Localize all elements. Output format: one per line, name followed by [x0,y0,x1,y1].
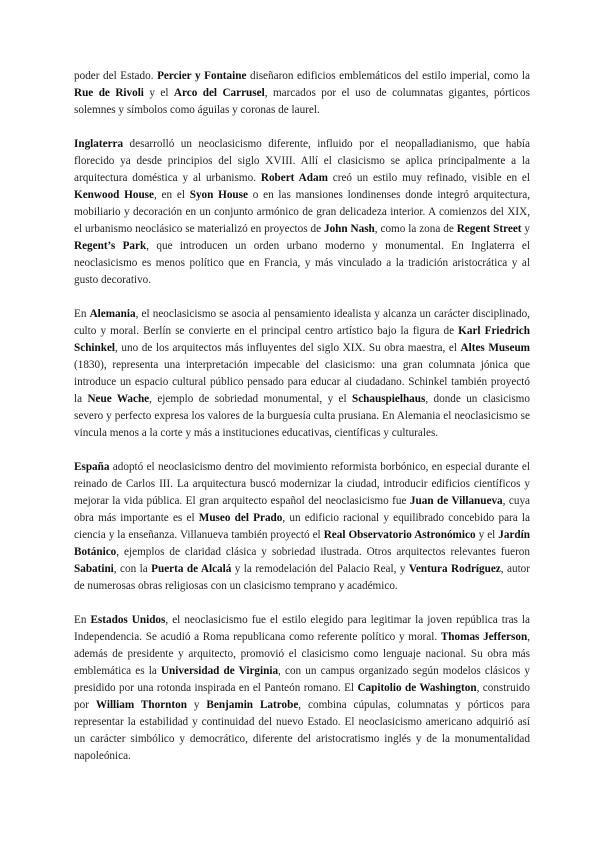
bold-term: William Thornton [95,699,187,711]
bold-term: Inglaterra [74,138,124,150]
bold-term: Rue de Rivoli [74,87,144,99]
text-run: , combina cúpulas, columnatas y pórticos para representar la estabilidad y continuidad del nuevo Estado. El neoclasicismo americano adquirió así un carácter simbólico y democrático, diferente del aristocratismo inglés y de la monumentalidad napoleónica. [74,699,531,762]
bold-term: España [74,461,110,473]
text-run: , construido por [74,682,531,711]
paragraph-espana [74,459,530,595]
bold-term: Capitolio de Washington [357,682,477,694]
text-run: , que introducen un orden urbano moderno y monumental. En Inglaterra el neoclasicismo es menos político que en Francia, y más vinculado a la tradición aristocrática y al gusto decorativo. [74,240,530,286]
bold-term: Thomas Jefferson [440,631,528,643]
text-run: (1830), representa una interpretación impecable del clasicismo: una gran columnata jónica que introduce un espacio cultural público pensado para educar al ciudadano. Schinkel también proyectó la [74,359,530,405]
bold-term: Estados Unidos [90,614,166,626]
text-run: , donde un clasicismo severo y perfecto expresa los valores de la burguesía culta prusiana. En Alemania el neoclasicismo se vincula menos a la corte y más a instituciones educativas, científicas y culturales. [74,393,530,439]
text-run: , con un campus organizado según modelos clásicos y presidido por una rotonda inspirada en el Panteón romano. El [74,665,530,694]
document-page [74,68,530,765]
bold-term: Syon House [189,189,248,201]
text-run: y el [143,87,174,99]
bold-term: Museo del Prado [198,512,283,524]
text-run: , un edificio racional y equilibrado concebido para la ciencia y la enseñanza. Villanueva también proyectó el [74,512,530,541]
text-run: , ejemplo de sobriedad monumental, y el [149,393,352,405]
text-run: , cuya obra más importante es el [74,495,531,524]
bold-term: Puerta de Alcalá [151,563,232,575]
bold-term: Regent Street [456,223,522,235]
text-run: desarrolló un neoclasicismo diferente, influido por el neopalladianismo, que había florecido ya desde principios del siglo XVIII. Allí el clasicismo se aplica principalmente a la arquitectura doméstica y al urbanismo. [74,138,530,184]
paragraph-alemania [74,306,530,442]
bold-term: Percier y Fontaine [157,70,247,82]
text-run: , uno de los arquitectos más influyentes del siglo XIX. Su obra maestra, el [115,342,461,354]
text-run: creó un estilo muy refinado, visible en el [327,172,530,184]
text-run: , marcados por el uso de columnatas gigantes, pórticos solemnes y símbolos como águilas y coronas de laurel. [74,87,531,116]
bold-term: John Nash [323,223,375,235]
text-run: , el neoclasicismo fue el estilo elegido para legitimar la joven república tras la Independencia. Se acudió a Roma republicana como referente político y moral. [74,614,530,643]
text-run: , ejemplos de claridad clásica y sobriedad ilustrada. Otros arquitectos relevantes fueron [116,546,530,558]
bold-term: Regent’s Park [74,240,147,252]
bold-term: Universidad de Virginia [160,665,279,677]
text-run: y [186,699,207,711]
bold-term: Neue Wache [87,393,150,405]
paragraph-francia-continuation [74,68,530,119]
text-run: poder del Estado. [74,70,158,82]
text-run: y el [475,529,499,541]
bold-term: Arco del Carrusel [173,87,265,99]
bold-term: Kenwood House [74,189,154,201]
text-run: o en las mansiones londinenses donde integró arquitectura, mobiliario y decoración en un conjunto armónico de gran delicadeza interior. A comienzos del XIX, el urbanismo neoclásico se materializó en proyectos de [74,189,530,235]
bold-term: Real Observatorio Astronómico [323,529,476,541]
text-run: En [74,614,91,626]
text-run: , autor de numerosas obras religiosas con un clasicismo temprano y académico. [74,563,531,592]
text-run: , como la zona de [374,223,457,235]
text-run: , además de presidente y arquitecto, promovió el clasicismo como lenguaje nacional. Su obra más emblemática es la [74,631,530,677]
bold-term: Ventura Rodríguez [408,563,501,575]
text-run: , en el [153,189,190,201]
bold-term: Schauspielhaus [351,393,426,405]
bold-term: Karl Friedrich Schinkel [74,325,530,354]
text-run: y [521,223,531,235]
text-run: , con la [113,563,152,575]
bold-term: Altes Museum [460,342,530,354]
text-run: diseñaron edificios emblemáticos del estilo imperial, como la [246,70,530,82]
bold-term: Sabatini [74,563,114,575]
bold-term: Benjamin Latrobe [206,699,299,711]
text-run: y la remodelación del Palacio Real, y [231,563,409,575]
paragraph-estados-unidos [74,612,530,765]
bold-term: Juan de Villanueva [409,495,503,507]
bold-term: Alemania [89,308,136,320]
text-run: , el neoclasicismo se asocia al pensamiento idealista y alcanza un carácter disciplinado, culto y moral. Berlín se convierte en el principal centro artístico bajo la figura de [74,308,530,337]
text-run: adoptó el neoclasicismo dentro del movimiento reformista borbónico, en especial durante el reinado de Carlos III. La arquitectura buscó modernizar la ciudad, introducir edificios científicos y mejorar la vida pública. El gran arquitecto español del neoclasicismo fue [74,461,530,507]
text-run: En [74,308,90,320]
paragraph-inglaterra [74,136,530,289]
bold-term: Jardín Botánico [74,529,530,558]
bold-term: Robert Adam [260,172,328,184]
